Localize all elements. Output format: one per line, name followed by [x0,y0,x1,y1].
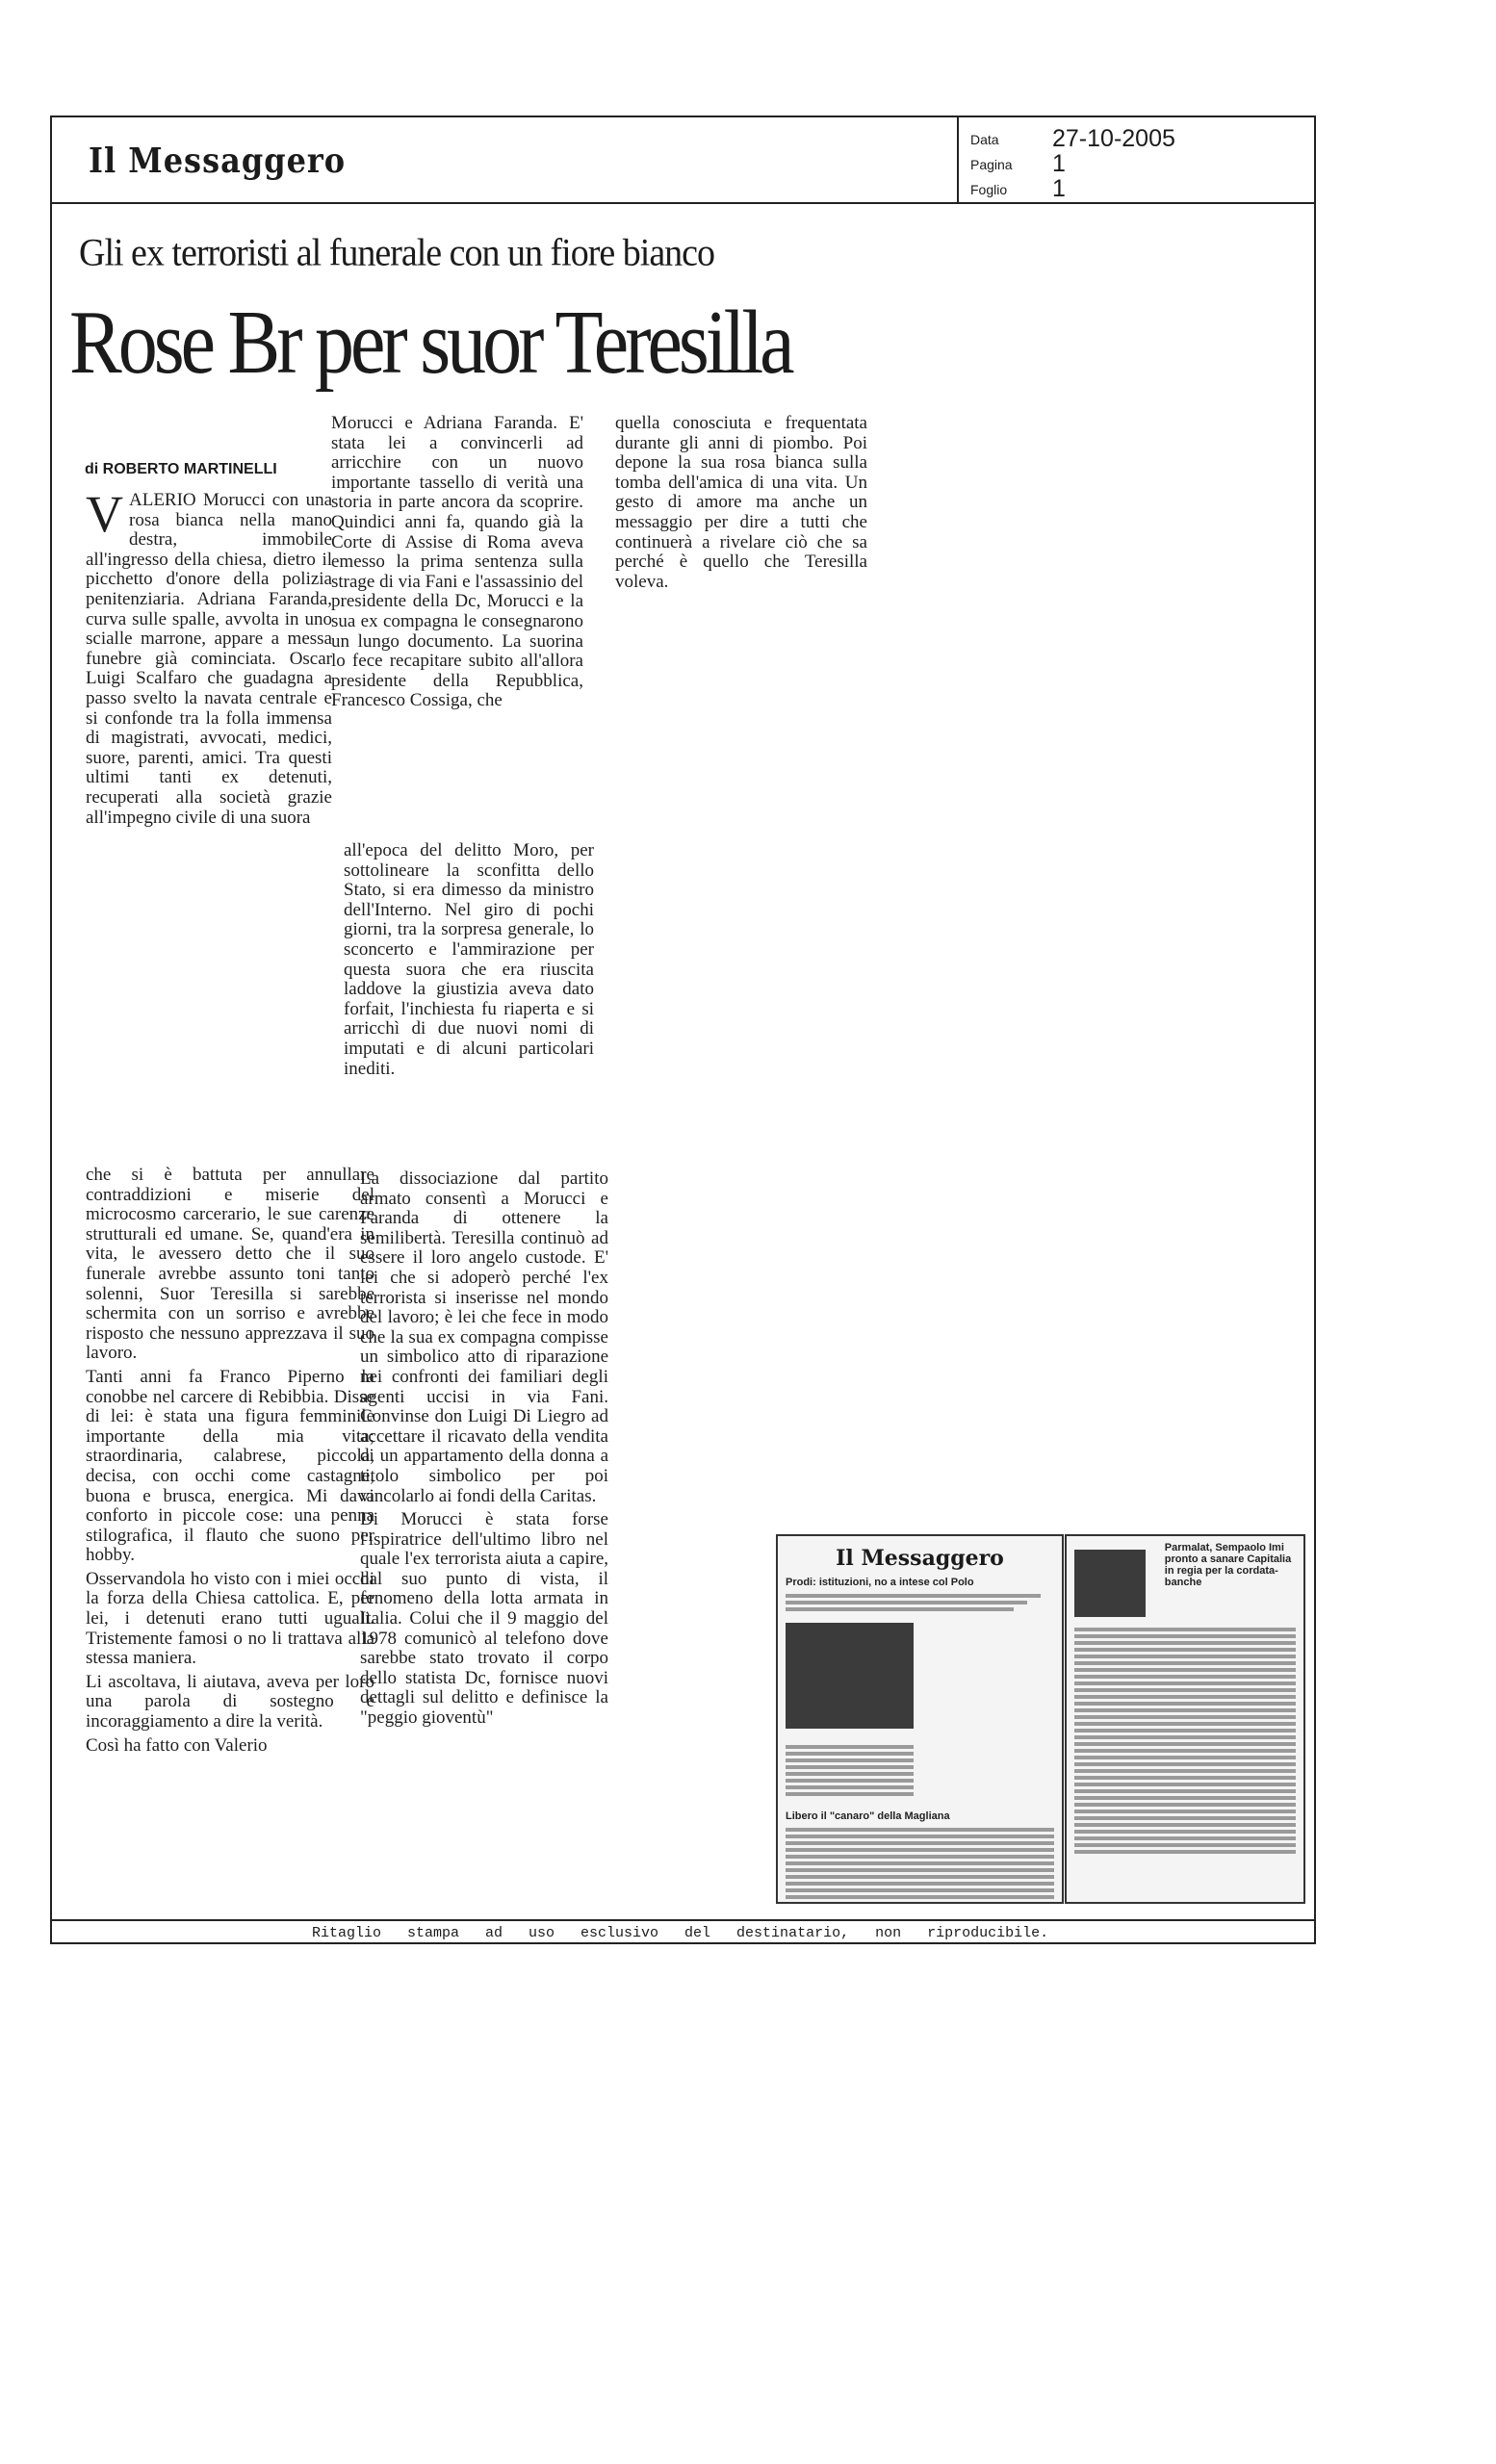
column-1 [86,485,332,828]
column-2c-paragraph: Di Morucci è stata forse l'ispiratrice dell'ultimo libro nel quale l'ex terrorista aiuta a capire, dal suo punto di vista, il fenomeno della lotta armata in Italia. Colui che il 9 maggio del 1978 comunicò al telefono dove sarebbe stato trovato il corpo dello statista Dc, fornisce nuovi dettagli sul delitto e definisce la "peggio gioventù" [360,1509,608,1729]
thumbnail-text-lines [786,1828,1054,1904]
meta-sheet-label: Foglio [970,181,1008,197]
column-1b [86,1166,374,1759]
masthead: Il Messaggero [89,141,347,181]
meta-page-label: Pagina [970,156,1013,172]
column-1b-paragraph: Li ascoltava, li aiutava, aveva per loro una parola di sostegno e incoraggiamento a dire la verità. [86,1671,374,1732]
column-1-text: ALERIO Morucci con una rosa bianca nella mano destra, immobile all'ingresso della chiesa, dietro il picchetto d'onore della polizia penitenziaria. Adriana Faranda, curva sulle spalle, avvolta in uno scialle marrone, appare a messa funebre già cominciata. Oscar Luigi Scalfaro che guadagna a passo svelto la navata centrale e si confonde tra la folla immensa di magistrati, avvocati, medici, suore, parenti, amici. Tra questi ultimi tanti ex detenuti, recuperati alla società grazie all'impegno civile di una suora [86,490,332,828]
meta-page-value: 1 [1052,150,1066,177]
column-1b-paragraph: Osservandola ho visto con i miei occhi la forza della Chiesa cattolica. E, per lei, i detenuti erano tutti uguali. Tristemente famosi o no li trattava alla stessa maniera. [86,1568,374,1669]
thumbnail-text-lines [1074,1628,1296,1854]
drop-cap: V [86,485,123,543]
thumbnail-portrait [1074,1550,1146,1617]
column-2b [344,841,594,1083]
thumbnail-masthead: Il Messaggero [836,1546,1004,1571]
thumbnail-headline: Prodi: istituzioni, no a intese col Polo [786,1577,974,1588]
thumbnail-text-lines [786,1594,1054,1611]
column-2 [331,414,583,715]
column-2c-paragraph: La dissociazione dal partito armato consentì a Morucci e Faranda di ottenere la semilibertà. Teresilla continuò ad essere il loro angelo custode. E' lei che si adoperò perché l'ex terrorista si inserisse nel mondo del lavoro; è lei che fece in modo che la sua ex compagna compisse un simbolico atto di riparazione nei confronti dei familiari degli agenti uccisi in via Fani. Convinse don Luigi Di Liegro ad accettare il ricavato della vendita di un appartamento della donna a titolo simbolico per poi vincolarlo ai fondi della Caritas. [360,1168,608,1506]
article-headline: Rose Br per suor Teresilla [69,292,791,393]
meta-sheet [970,175,1066,203]
column-1b-paragraph: Così ha fatto con Valerio [86,1734,268,1756]
clipping-frame [50,116,1316,1944]
footer-note: Ritaglio stampa ad uso esclusivo del destinatario, non riproducibile. [312,1925,1049,1941]
article-byline: di ROBERTO MARTINELLI [85,461,277,477]
meta-date-value: 27-10-2005 [1052,125,1175,152]
meta-box [957,117,1313,202]
thumbnail-photo [786,1623,914,1729]
footer-rule [52,1919,1314,1921]
column-1b-paragraph: Tanti anni fa Franco Piperno la conobbe nel carcere di Rebibbia. Disse di lei: è stata una figura femminile importante della mia vita; straordinaria, calabrese, piccola, decisa, con occhi come castagne, buona e brusca, energica. Mi dava conforto in piccole cose: una penna stilografica, il flauto che suono per hobby. [86,1366,374,1566]
thumbnail-text-lines [786,1745,914,1799]
inner-page-thumbnail [1065,1534,1305,1904]
thumbnail-subheadline: Libero il "canaro" della Magliana [786,1810,950,1822]
front-page-thumbnail [776,1534,1064,1904]
column-2c [360,1169,608,1732]
column-2-text: Morucci e Adriana Faranda. E' stata lei a convincerli ad arricchire con un nuovo importante tassello di verità una storia in parte ancora da scoprire. Quindici anni fa, quando già la Corte di Assise di Roma aveva emesso la prima sentenza sulla strage di via Fani e l'assassinio del presidente della Dc, Morucci e la sua ex compagna le consegnarono un lungo documento. La suorina lo fece recapitare subito all'allora presidente della Repubblica, Francesco Cossiga, che [331,413,583,711]
header-box [52,117,1314,204]
column-3 [615,414,867,596]
column-1b-paragraph: che si è battuta per annullare contraddizioni e miserie del microcosmo carcerario, le sue carenze strutturali ed umane. Se, quand'era in vita, le avessero detto che il suo funerale avrebbe assunto toni tanto solenni, Suor Teresilla si sarebbe schermita con un sorriso e avrebbe risposto che nessuno apprezzava il suo lavoro. [86,1165,374,1364]
meta-date [970,125,1175,153]
column-2b-text: all'epoca del delitto Moro, per sottolineare la sconfitta dello Stato, si era dimesso da ministro dell'Interno. Nel giro di pochi giorni, tra la sorpresa generale, lo sconcerto e l'ammirazione per questa suora che era riuscita laddove la giustizia aveva dato forfait, l'inchiesta fu riaperta e si arricchì di due nuovi nomi di imputati e di alcuni particolari inediti. [344,840,594,1079]
meta-page [970,150,1066,178]
meta-sheet-value: 1 [1052,175,1066,202]
meta-date-label: Data [970,131,999,147]
thumbnail-inner-headline: Parmalat, Sempaolo Imi pronto a sanare Capitalia in regia per la cordata-banche [1164,1542,1292,1588]
column-3-text: quella conosciuta e frequentata durante gli anni di piombo. Poi depone la sua rosa bianca sulla tomba dell'amica di una vita. Un gesto di amore ma anche un messaggio per dire a tutti che continuerà a rivelare ciò che sa perché è quello che Teresilla voleva. [615,413,867,592]
article-kicker: Gli ex terroristi al funerale con un fiore bianco [79,232,715,275]
